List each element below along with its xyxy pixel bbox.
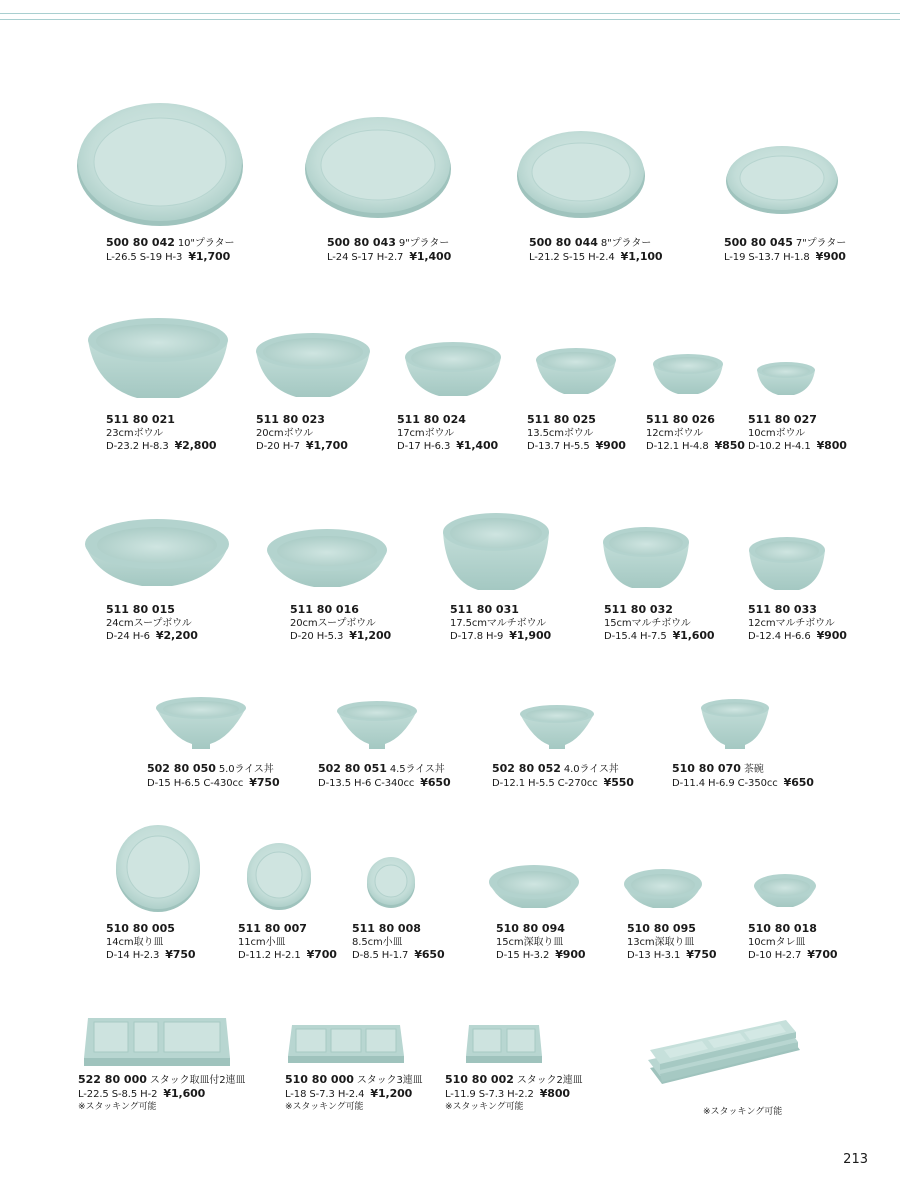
- product-price: ¥800: [816, 439, 847, 452]
- product-dims: L-11.9 S-7.3 H-2.2: [445, 1088, 534, 1100]
- product-code: 500 80 045: [724, 236, 793, 249]
- product-code: 511 80 007: [238, 922, 307, 935]
- product-name: 17cmボウル: [397, 427, 454, 439]
- product-price: ¥700: [306, 948, 337, 961]
- product-dims: D-12.1 H-5.5 C-270cc: [492, 777, 598, 789]
- product-name: 13cm深取り皿: [627, 936, 695, 948]
- product-price: ¥900: [815, 249, 846, 263]
- product-dims: D-20 H-7: [256, 441, 300, 452]
- product-code: 500 80 044: [529, 236, 598, 249]
- product-name: 15cmマルチボウル: [604, 617, 691, 629]
- product-dims: D-12.4 H-6.6: [748, 631, 811, 642]
- stack-dish-image: [286, 1020, 406, 1066]
- product-price: ¥1,400: [409, 249, 452, 263]
- product-dims: L-21.2 S-15 H-2.4: [529, 251, 615, 263]
- product-name: 8"プラター: [600, 238, 652, 249]
- multi-bowl-image: [440, 510, 552, 594]
- rice-bowl-image: [154, 694, 248, 752]
- product-code: 510 80 070: [672, 762, 741, 775]
- product-name: 17.5cmマルチボウル: [450, 617, 547, 629]
- product-dims: D-13.7 H-5.5: [527, 441, 590, 452]
- product-name: 15cm深取り皿: [496, 936, 564, 948]
- product-name: 5.0ライス丼: [218, 764, 274, 775]
- product-dims: D-23.2 H-8.3: [106, 441, 169, 452]
- stacking-photo-image: [640, 1016, 806, 1088]
- product-dims: D-12.1 H-4.8: [646, 441, 709, 452]
- bowl-image: [253, 331, 373, 401]
- product-name: 12cmボウル: [646, 427, 703, 439]
- product-code: 511 80 023: [256, 413, 325, 426]
- product-price: ¥800: [539, 1086, 570, 1100]
- product-code: 502 80 051: [318, 762, 387, 775]
- product-code: 502 80 050: [147, 762, 216, 775]
- product-price: ¥900: [595, 439, 626, 452]
- product-dims: D-11.2 H-2.1: [238, 950, 301, 961]
- product-code: 511 80 031: [450, 603, 519, 616]
- rice-bowl-image: [335, 698, 419, 752]
- product-code: 510 80 094: [496, 922, 565, 935]
- product-code: 510 80 095: [627, 922, 696, 935]
- product-price: ¥1,700: [305, 439, 348, 452]
- sauce-dish-image: [752, 872, 818, 910]
- product-code: 510 80 000: [285, 1073, 354, 1086]
- product-code: 511 80 016: [290, 603, 359, 616]
- product-name: 茶碗: [743, 764, 764, 775]
- product-name: スタック取皿付2連皿: [149, 1075, 246, 1086]
- product-name: 8.5cm小皿: [352, 936, 403, 948]
- product-dims: D-13 H-3.1: [627, 950, 681, 961]
- product-dims: D-10.2 H-4.1: [748, 441, 811, 452]
- product-name: 14cm取り皿: [106, 936, 164, 948]
- product-dims: D-17.8 H-9: [450, 631, 504, 642]
- oval-platter-image: [75, 100, 245, 228]
- oval-platter-image: [515, 128, 647, 220]
- product-name: 10cmタレ皿: [748, 936, 806, 948]
- product-price: ¥550: [603, 775, 634, 789]
- product-code: 511 80 015: [106, 603, 175, 616]
- header-rule-2: [0, 19, 900, 20]
- product-dims: D-17 H-6.3: [397, 441, 451, 452]
- product-name: 13.5cmボウル: [527, 427, 594, 439]
- deep-plate-image: [622, 866, 704, 912]
- product-code: 500 80 042: [106, 236, 175, 249]
- product-name: スタック3連皿: [356, 1075, 423, 1086]
- product-name: 9"プラター: [398, 238, 450, 249]
- product-name: 10"プラター: [177, 238, 235, 249]
- round-plate-image: [365, 856, 417, 908]
- tea-bowl-image: [699, 696, 771, 752]
- product-code: 511 80 008: [352, 922, 421, 935]
- bowl-image: [402, 340, 504, 400]
- product-code: 522 80 000: [78, 1073, 147, 1086]
- product-price: ¥2,800: [174, 439, 217, 452]
- product-name: 10cmボウル: [748, 427, 805, 439]
- product-price: ¥750: [249, 775, 280, 789]
- product-dims: L-18 S-7.3 H-2.4: [285, 1088, 365, 1100]
- product-code: 511 80 027: [748, 413, 817, 426]
- product-dims: L-19 S-13.7 H-1.8: [724, 251, 810, 263]
- product-code: 510 80 018: [748, 922, 817, 935]
- product-name: 20cmスープボウル: [290, 617, 376, 629]
- product-code: 511 80 021: [106, 413, 175, 426]
- oval-platter-image: [303, 114, 453, 220]
- product-dims: D-14 H-2.3: [106, 950, 160, 961]
- stacking-note: ※スタッキング可能: [445, 1102, 524, 1112]
- product-dims: D-20 H-5.3: [290, 631, 344, 642]
- product-price: ¥650: [414, 948, 445, 961]
- product-code: 511 80 032: [604, 603, 673, 616]
- product-price: ¥650: [783, 775, 814, 789]
- product-price: ¥1,100: [620, 249, 663, 263]
- product-dims: L-24 S-17 H-2.7: [327, 251, 404, 263]
- product-code: 511 80 024: [397, 413, 466, 426]
- round-plate-image: [114, 824, 202, 912]
- bowl-image: [651, 352, 725, 398]
- product-dims: D-10 H-2.7: [748, 950, 802, 961]
- product-code: 500 80 043: [327, 236, 396, 249]
- product-name: 20cmボウル: [256, 427, 313, 439]
- stacking-note: ※スタッキング可能: [285, 1102, 364, 1112]
- bowl-image: [755, 360, 817, 398]
- product-dims: D-8.5 H-1.7: [352, 950, 409, 961]
- stacking-photo-note: ※スタッキング可能: [703, 1107, 783, 1117]
- bowl-image: [534, 346, 618, 398]
- product-dims: D-24 H-6: [106, 631, 150, 642]
- product-price: ¥850: [714, 439, 745, 452]
- page-number: 213: [843, 1152, 868, 1167]
- product-price: ¥750: [165, 948, 196, 961]
- deep-plate-image: [487, 862, 581, 912]
- soup-bowl-image: [264, 526, 390, 590]
- product-price: ¥650: [420, 775, 451, 789]
- stack-dish-image: [82, 1012, 232, 1068]
- product-price: ¥1,400: [456, 439, 499, 452]
- multi-bowl-image: [747, 534, 827, 594]
- header-rule-1: [0, 13, 900, 14]
- product-dims: D-11.4 H-6.9 C-350cc: [672, 777, 778, 789]
- product-name: 7"プラター: [795, 238, 847, 249]
- product-name: 4.5ライス丼: [389, 764, 445, 775]
- product-dims: D-13.5 H-6 C-340cc: [318, 777, 415, 789]
- product-code: 510 80 005: [106, 922, 175, 935]
- product-price: ¥900: [555, 948, 586, 961]
- bowl-image: [85, 316, 231, 402]
- stacking-note: ※スタッキング可能: [78, 1102, 157, 1112]
- product-dims: D-15 H-6.5 C-430cc: [147, 777, 244, 789]
- product-name: 11cm小皿: [238, 936, 286, 948]
- product-price: ¥1,600: [163, 1086, 206, 1100]
- product-code: 511 80 025: [527, 413, 596, 426]
- product-price: ¥2,200: [155, 629, 198, 642]
- product-price: ¥1,700: [188, 249, 231, 263]
- oval-platter-image: [724, 142, 840, 216]
- rice-bowl-image: [518, 702, 596, 752]
- soup-bowl-image: [82, 516, 232, 590]
- product-name: 24cmスープボウル: [106, 617, 192, 629]
- product-dims: D-15.4 H-7.5: [604, 631, 667, 642]
- product-price: ¥750: [686, 948, 717, 961]
- product-name: 12cmマルチボウル: [748, 617, 835, 629]
- product-code: 511 80 033: [748, 603, 817, 616]
- product-name: 4.0ライス丼: [563, 764, 619, 775]
- multi-bowl-image: [601, 524, 691, 592]
- product-dims: L-26.5 S-19 H-3: [106, 251, 183, 263]
- product-price: ¥1,600: [672, 629, 715, 642]
- product-price: ¥1,200: [349, 629, 392, 642]
- product-code: 502 80 052: [492, 762, 561, 775]
- product-code: 511 80 026: [646, 413, 715, 426]
- product-code: 510 80 002: [445, 1073, 514, 1086]
- product-dims: L-22.5 S-8.5 H-2: [78, 1088, 158, 1100]
- round-plate-image: [245, 842, 313, 910]
- product-name: 23cmボウル: [106, 427, 163, 439]
- product-price: ¥1,200: [370, 1086, 413, 1100]
- product-name: スタック2連皿: [516, 1075, 583, 1086]
- product-dims: D-15 H-3.2: [496, 950, 550, 961]
- product-price: ¥1,900: [509, 629, 552, 642]
- stack-dish-image: [464, 1020, 544, 1066]
- product-price: ¥900: [816, 629, 847, 642]
- product-price: ¥700: [807, 948, 838, 961]
